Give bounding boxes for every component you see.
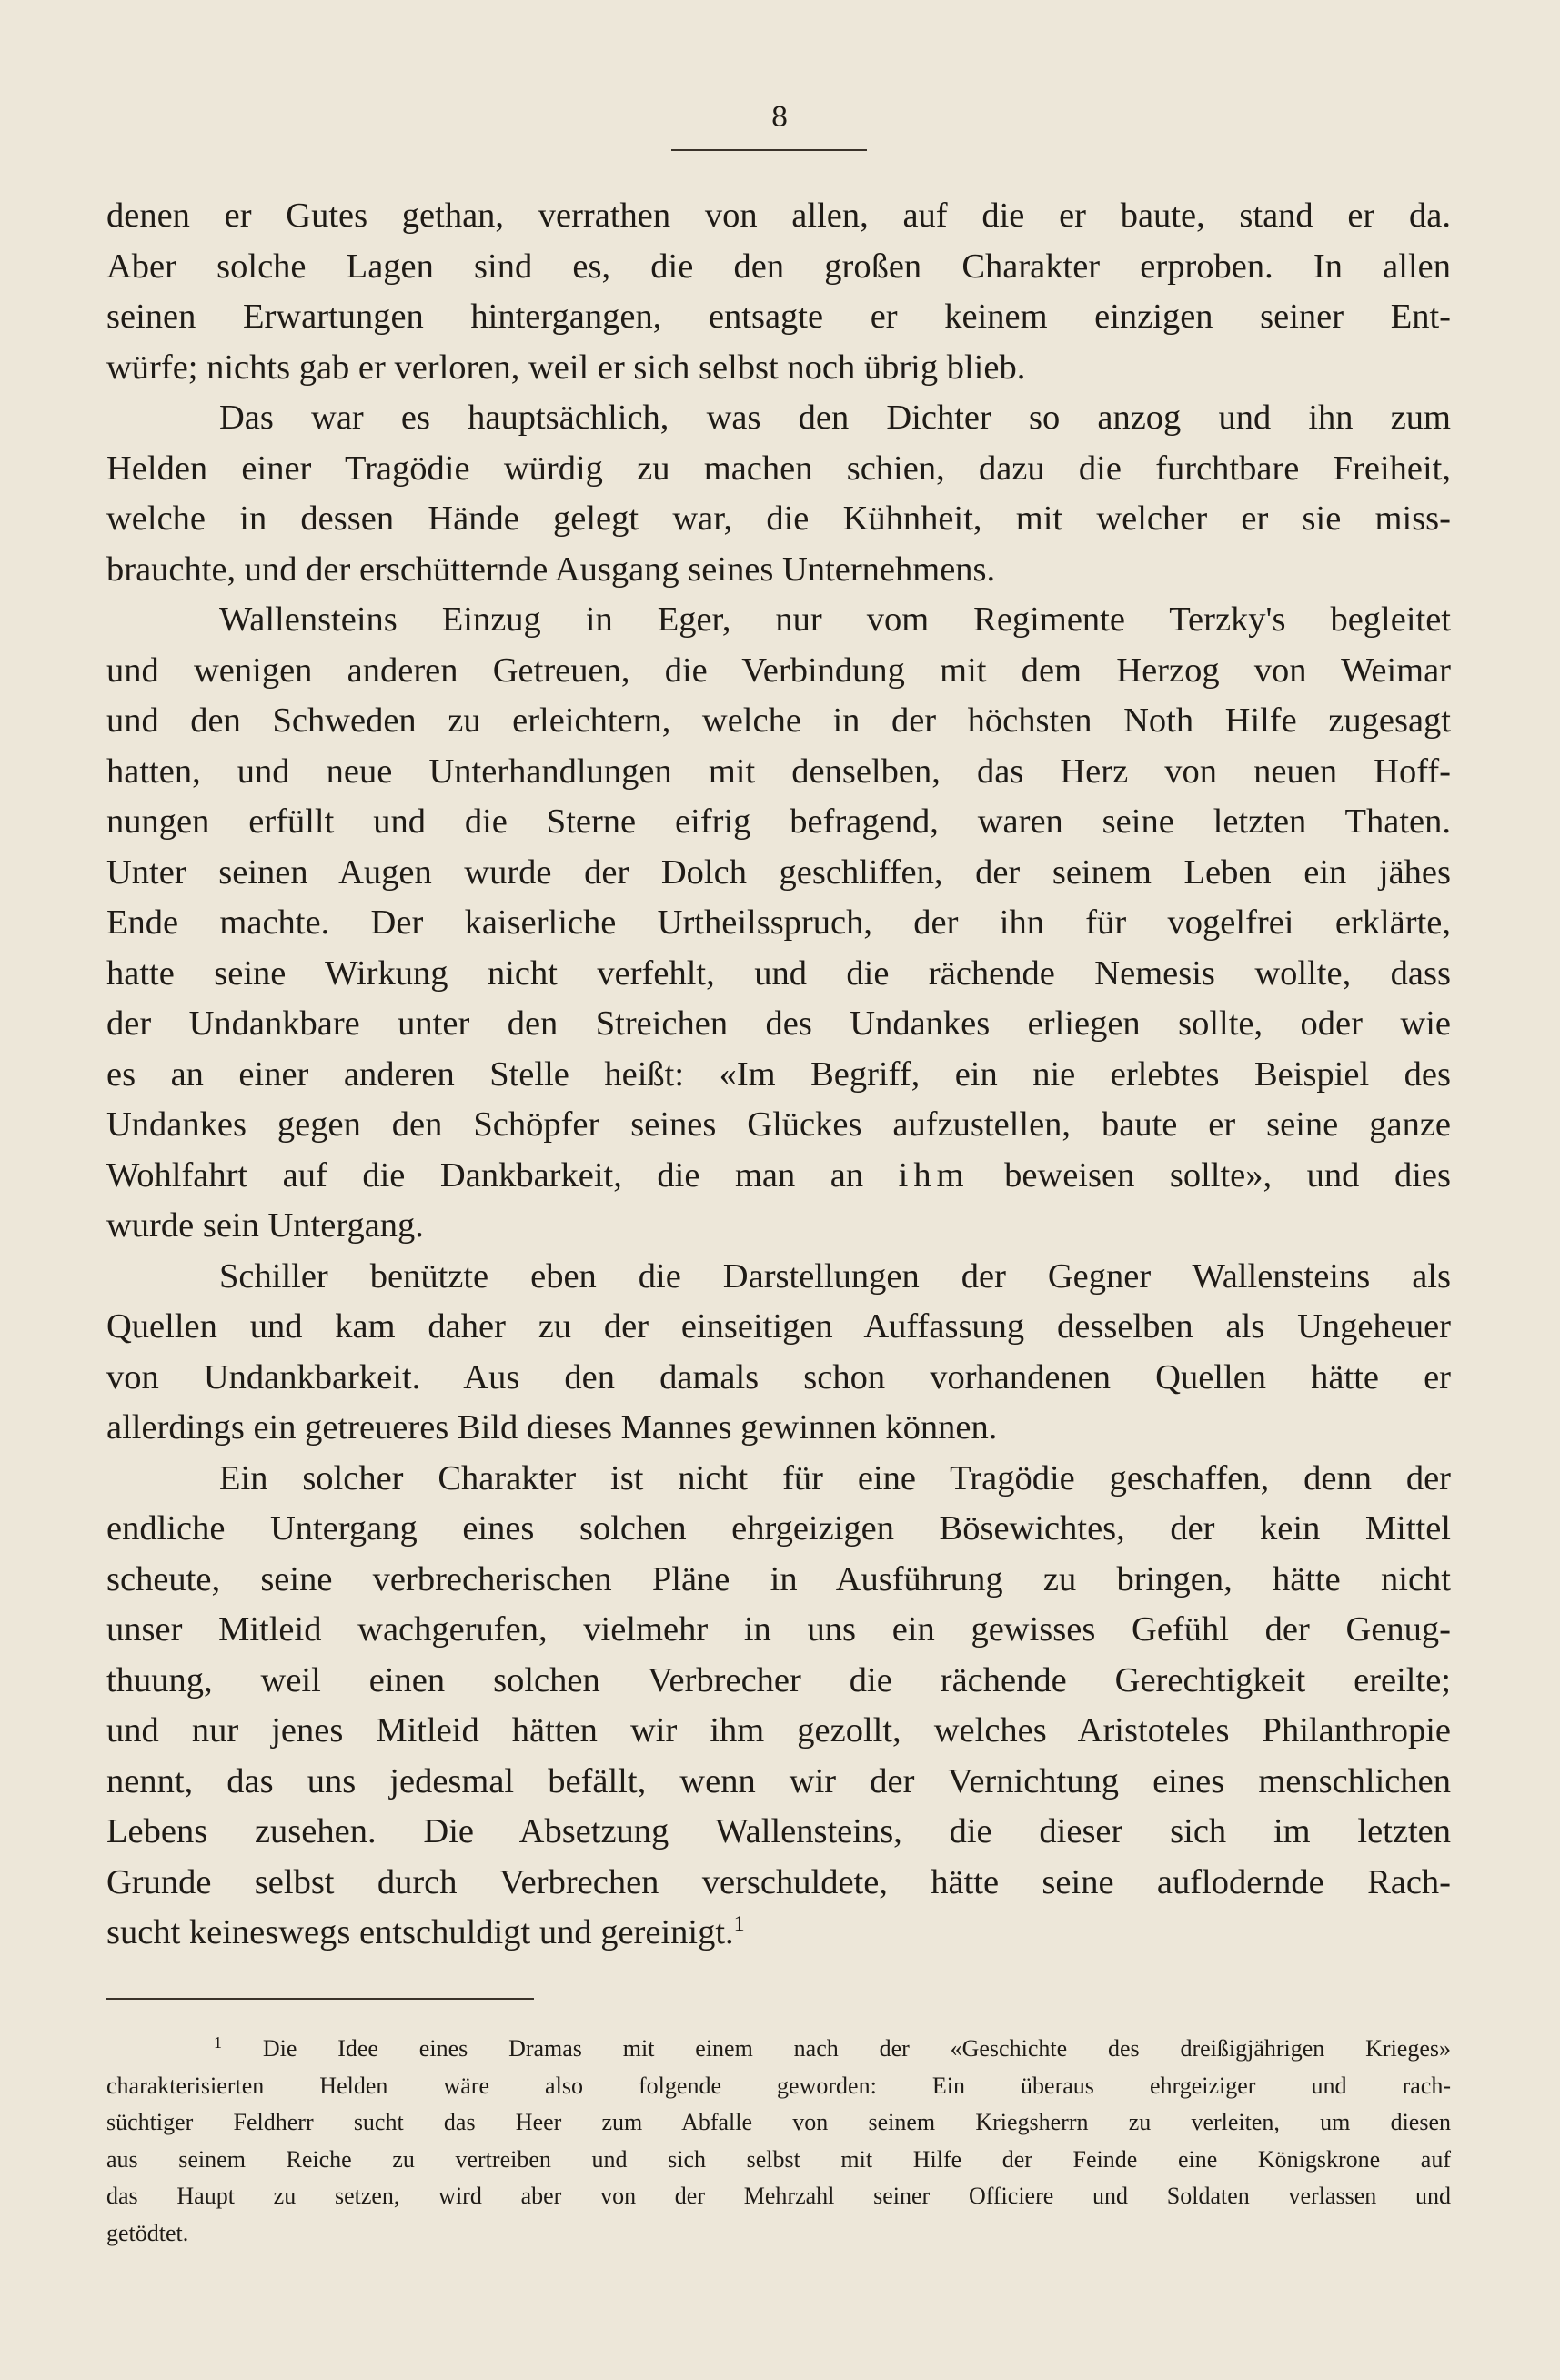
text-line: und den Schweden zu erleichtern, welche in der höchsten Noth Hilfe zugesagt	[106, 701, 1451, 740]
text-line-final	[106, 1908, 1451, 1959]
footnote-line: süchtiger Feldherr sucht das Heer zum Abfalle von seinem Kriegsherrn zu verleiten, um diesen	[106, 2109, 1451, 2135]
text-line: Das war es hauptsächlich, was den Dichter so anzog und ihn zum	[219, 398, 1451, 437]
text-line: Ende machte. Der kaiserliche Urtheilsspruch, der ihn für vogelfrei erklärte,	[106, 903, 1451, 942]
emphasis-after: beweisen sollte», und dies	[969, 1155, 1451, 1195]
text-line: scheute, seine verbrecherischen Pläne in Ausführung zu bringen, hätte nicht	[106, 1559, 1451, 1598]
footnote-line: charakterisierten Helden wäre also folgende geworden: Ein überaus ehrgeiziger und rach-	[106, 2072, 1451, 2099]
text-line: würfe; nichts gab er verloren, weil er sich selbst noch übrig blieb.	[106, 348, 1026, 387]
text-line: und nur jenes Mitleid hätten wir ihm gezollt, welches Aristoteles Philanthropie	[106, 1711, 1451, 1750]
footnote-mark: 1	[214, 2033, 222, 2052]
footnote-rule	[106, 1998, 534, 2000]
text-line: Quellen und kam daher zu der einseitigen Auffassung desselben als Ungeheuer	[106, 1307, 1451, 1346]
footnote	[106, 2031, 1451, 2252]
text-line: Lebens zusehen. Die Absetzung Wallensteins, die dieser sich im letzten	[106, 1812, 1451, 1851]
page-number: 8	[770, 102, 790, 134]
footnote-reference[interactable]: 1	[733, 1912, 745, 1936]
text-line: denen er Gutes gethan, verrathen von allen, auf die er baute, stand er da.	[106, 197, 1451, 235]
footnote-line: getödtet.	[106, 2219, 189, 2246]
text-line: Aber solche Lagen sind es, die den großen Charakter erproben. In allen	[106, 247, 1451, 286]
text-line: und wenigen anderen Getreuen, die Verbindung mit dem Herzog von Weimar	[106, 650, 1451, 690]
text-line-emphasis	[106, 1151, 1451, 1202]
footnote-line: das Haupt zu setzen, wird aber von der Mehrzahl seiner Officiere und Soldaten verlassen und	[106, 2183, 1451, 2209]
footnote-first-text: Die Idee eines Dramas mit einem nach der «Geschichte des dreißigjährigen Krieges»	[262, 2035, 1451, 2062]
body-text	[106, 191, 1451, 1959]
text-line: endliche Untergang eines solchen ehrgeizigen Bösewichtes, der kein Mittel	[106, 1509, 1451, 1548]
text-line: von Undankbarkeit. Aus den damals schon vorhandenen Quellen hätte er	[106, 1357, 1451, 1397]
text-line: Ein solcher Charakter ist nicht für eine Tragödie geschaffen, denn der	[219, 1458, 1451, 1498]
text-line: hatte seine Wirkung nicht verfehlt, und die rächende Nemesis wollte, dass	[106, 953, 1451, 993]
text-line: Undankes gegen den Schöpfer seines Glückes aufzustellen, baute er seine ganze	[106, 1105, 1451, 1144]
text-line: Helden einer Tragödie würdig zu machen schien, dazu die furchtbare Freiheit,	[106, 449, 1451, 488]
text-line: wurde sein Untergang.	[106, 1206, 424, 1245]
text-line: Grunde selbst durch Verbrechen verschuldete, hätte seine auflodernde Rach-	[106, 1862, 1451, 1901]
text-line: welche in dessen Hände gelegt war, die Kühnheit, mit welcher er sie miss-	[106, 499, 1451, 538]
emphasized-word: ihm	[898, 1155, 970, 1195]
text-line: Wallensteins Einzug in Eger, nur vom Regimente Terzky's begleitet	[219, 600, 1451, 639]
text-line: seinen Erwartungen hintergangen, entsagte er keinem einzigen seiner Ent-	[106, 298, 1451, 336]
text-line: thuung, weil einen solchen Verbrecher die rächende Gerechtigkeit ereilte;	[106, 1660, 1451, 1699]
text-line: Schiller benützte eben die Darstellungen der Gegner Wallensteins als	[219, 1256, 1451, 1296]
footnote-line: aus seinem Reiche zu vertreiben und sich selbst mit Hilfe der Feinde eine Königskrone auf	[106, 2145, 1451, 2173]
header-rule	[671, 149, 867, 151]
text-line: Unter seinen Augen wurde der Dolch geschliffen, der seinem Leben ein jähes	[106, 852, 1451, 892]
text-line: hatten, und neue Unterhandlungen mit denselben, das Herz von neuen Hoff-	[106, 751, 1451, 791]
emphasis-before: Wohlfahrt auf die Dankbarkeit, die man an	[106, 1155, 899, 1195]
text-line: es an einer anderen Stelle heißt: «Im Begriff, ein nie erlebtes Beispiel des	[106, 1054, 1451, 1094]
text-line: allerdings ein getreueres Bild dieses Mannes gewinnen können.	[106, 1408, 998, 1447]
text-line: brauchte, und der erschütternde Ausgang seines Unternehmens.	[106, 550, 996, 589]
footnote-line	[106, 2031, 1451, 2068]
final-text: sucht keineswegs entschuldigt und gereinigt.	[106, 1913, 734, 1951]
text-line: unser Mitleid wachgerufen, vielmehr in uns ein gewisses Gefühl der Genug-	[106, 1610, 1451, 1649]
text-line: nungen erfüllt und die Sterne eifrig befragend, waren seine letzten Thaten.	[106, 802, 1451, 841]
text-line: der Undankbare unter den Streichen des Undankes erliegen sollte, oder wie	[106, 1004, 1451, 1043]
text-line: nennt, das uns jedesmal befällt, wenn wir der Vernichtung eines menschlichen	[106, 1761, 1451, 1800]
